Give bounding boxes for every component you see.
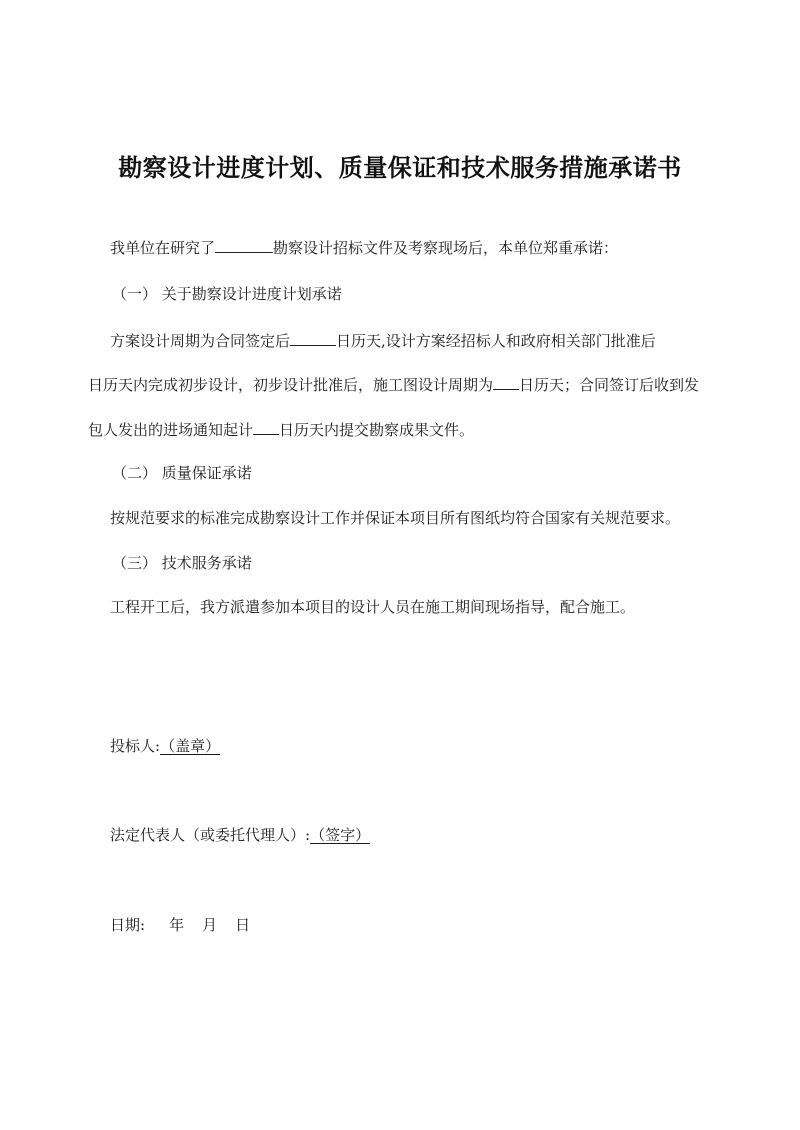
- document-title: 勘察设计进度计划、质量保证和技术服务措施承诺书: [118, 154, 682, 182]
- construction-days-blank[interactable]: [493, 373, 519, 390]
- section1-line3-post: 日历天内提交勘察成果文件。: [279, 421, 475, 439]
- section2-body: 按规范要求的标准完成勘察设计工作并保证本项目所有图纸均符合国家有关规范要求。: [110, 509, 681, 527]
- date-year[interactable]: 年: [169, 916, 185, 934]
- scheme-days-blank[interactable]: [290, 329, 336, 346]
- representative-signature-line: [110, 825, 370, 845]
- section1-line2-post: 日历天；合同签订后收到发: [519, 376, 700, 394]
- section1-line1: [110, 329, 656, 351]
- bidder-signature-line: [110, 736, 220, 756]
- bidder-seal-field[interactable]: （盖章）: [160, 737, 221, 755]
- representative-label: 法定代表人（或委托代理人）:: [110, 826, 311, 844]
- section1-line2: [88, 373, 699, 395]
- date-day[interactable]: 日: [235, 916, 251, 934]
- date-label: 日期:: [110, 916, 146, 934]
- section1-line3: [88, 418, 474, 440]
- section2-heading: （二） 质量保证承诺: [112, 464, 252, 482]
- bidder-label: 投标人:: [110, 737, 161, 755]
- section1-heading: （一） 关于勘察设计进度计划承诺: [112, 285, 342, 303]
- section1-line1-post: 日历天,设计方案经招标人和政府相关部门批准后: [336, 332, 656, 350]
- project-name-blank[interactable]: [215, 236, 273, 253]
- section3-heading: （三） 技术服务承诺: [112, 554, 252, 572]
- section1-line3-pre: 包人发出的进场通知起计: [88, 421, 254, 439]
- date-month[interactable]: 月: [202, 916, 218, 934]
- intro-paragraph: [110, 236, 618, 258]
- survey-days-blank[interactable]: [253, 418, 279, 435]
- intro-text-pre: 我单位在研究了: [110, 239, 216, 257]
- section3-body: 工程开工后，我方派遣参加本项目的设计人员在施工期间现场指导，配合施工。: [110, 598, 636, 616]
- section1-line2-pre: 日历天内完成初步设计，初步设计批准后，施工图设计周期为: [88, 376, 494, 394]
- section1-line1-pre: 方案设计周期为合同签定后: [110, 332, 291, 350]
- date-line: [110, 915, 250, 935]
- intro-text-post: 勘察设计招标文件及考察现场后，本单位郑重承诺：: [273, 239, 619, 257]
- representative-sign-field[interactable]: （签字）: [310, 826, 371, 844]
